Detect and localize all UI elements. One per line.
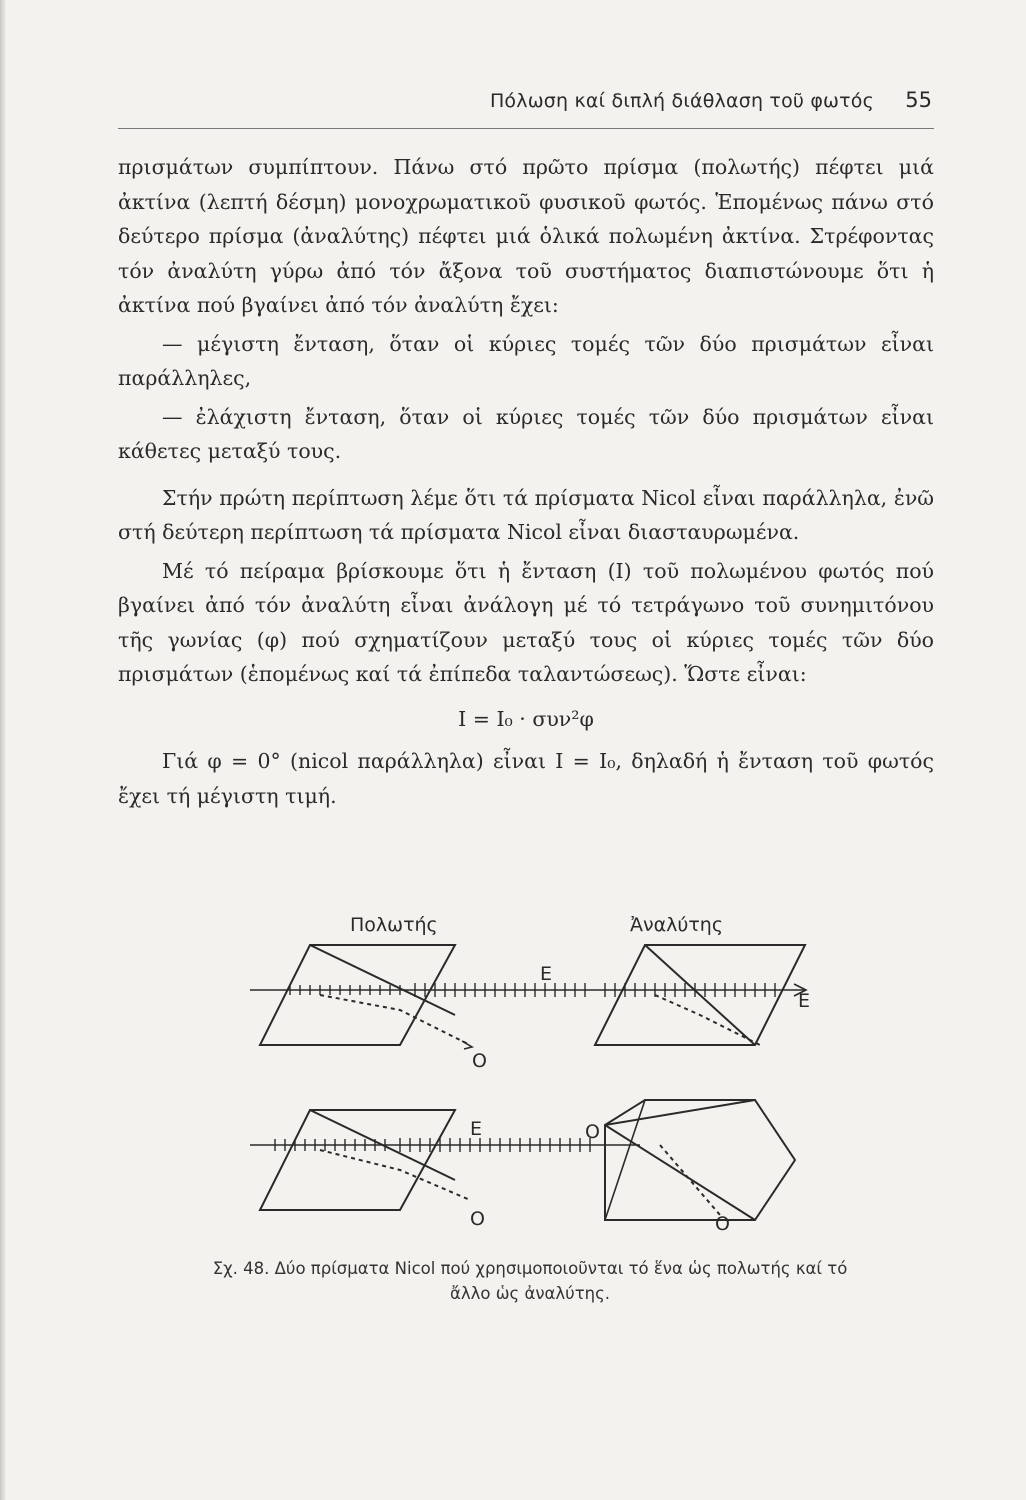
page-edge bbox=[0, 0, 6, 1500]
figure-caption: Σχ. 48. Δύο πρίσματα Nicol πού χρησιμοποιοῦνται τό ἕνα ὡς πολωτής καί τό ἄλλο ὡς ἀναλύτης. bbox=[212, 1259, 848, 1303]
polarizer-prism-bottom bbox=[260, 1110, 455, 1210]
analyzer-cut-bottom bbox=[605, 1125, 755, 1220]
page-number: 55 bbox=[905, 88, 932, 112]
analyzer-edge-a bbox=[605, 1100, 755, 1125]
running-header bbox=[118, 86, 932, 120]
paragraph-conclusion: Γιά φ = 0° (nicol παράλληλα) εἶναι Ι = Ι₀, δηλαδή ἡ ἔνταση τοῦ φωτός ἔχει τή μέγιστη τιμή. bbox=[118, 749, 934, 808]
label-o-bottom-right: O bbox=[715, 1213, 730, 1235]
label-e-top-end: E bbox=[797, 990, 810, 1012]
label-o-bottom-left: O bbox=[470, 1208, 485, 1230]
analyzer-prism-bottom bbox=[605, 1100, 795, 1220]
label-e-top-mid: E bbox=[540, 963, 553, 985]
paragraph-experiment: Μέ τό πείραμα βρίσκουμε ὅτι ἡ ἔνταση (Ι) τοῦ πολωμένου φωτός πού βγαίνει ἀπό τόν ἀναλύτη εἶναι ἀνάλογη μέ τό τετράγωνο τοῦ συνημιτόνου τῆς γωνίας (φ) πού σχηματίζουν μεταξύ τους οἱ κύριες τομές τῶν δύο πρισμάτων (ἑπομένως καί τά ἐπίπεδα ταλαντώσεως). Ὥστε εἶναι: bbox=[118, 558, 934, 686]
ordinary-ray-polarizer-top bbox=[320, 995, 470, 1045]
label-o-top: O bbox=[472, 1050, 487, 1072]
ordinary-arrow-polarizer-top bbox=[462, 1041, 472, 1049]
header-rule bbox=[118, 128, 934, 129]
malus-formula: Ι = Ι₀ · συν²φ bbox=[458, 706, 594, 731]
ordinary-ray-polarizer-bottom bbox=[320, 1150, 470, 1200]
analyzer-edge-b bbox=[605, 1100, 645, 1220]
nicol-prisms-figure bbox=[250, 895, 810, 1255]
body-text bbox=[118, 150, 934, 813]
label-polarizer: Πολωτής bbox=[350, 914, 438, 936]
polarizer-prism-top bbox=[260, 945, 455, 1045]
paragraph-nicol-cases: Στήν πρώτη περίπτωση λέμε ὅτι τά πρίσματα Nicol εἶναι παράλληλα, ἐνῶ στή δεύτερη περίπτωση τά πρίσματα Nicol εἶναι διασταυρωμένα. bbox=[118, 485, 934, 544]
polarizer-cut-top bbox=[310, 945, 455, 1015]
label-o-bottom-mid: O bbox=[585, 1121, 600, 1143]
nicol-prisms-diagram bbox=[250, 895, 810, 1255]
analyzer-cut-top bbox=[645, 945, 755, 1045]
paragraph-min-intensity: — ἐλάχιστη ἔνταση, ὅταν οἱ κύριες τομές τῶν δύο πρισμάτων εἶναι κάθετες μεταξύ τους. bbox=[118, 404, 934, 463]
label-e-bottom: E bbox=[470, 1118, 483, 1140]
paragraph-max-intensity: — μέγιστη ἔνταση, ὅταν οἱ κύριες τομές τῶν δύο πρισμάτων εἶναι παράλληλες, bbox=[118, 331, 934, 390]
label-analyzer: Ἀναλύτης bbox=[630, 914, 724, 936]
paragraph-1: πρισμάτων συμπίπτουν. Πάνω στό πρῶτο πρίσμα (πολωτής) πέφτει μιά ἀκτίνα (λεπτή δέσμη) μονοχρωματικοῦ φυσικοῦ φωτός. Ἑπομένως πάνω στό δεύτερο πρίσμα (ἀναλύτης) πέφτει μιά ὁλικά πολωμένη ἀκτίνα. Στρέφοντας τόν ἀναλύτη γύρω ἀπό τόν ἄξονα τοῦ συστήματος διαπιστώνουμε ὅτι ἡ ἀκτίνα πού βγαίνει ἀπό τόν ἀναλύτη ἔχει: bbox=[118, 155, 934, 317]
chapter-title: Πόλωση καί διπλή διάθλαση τοῦ φωτός bbox=[489, 90, 874, 112]
